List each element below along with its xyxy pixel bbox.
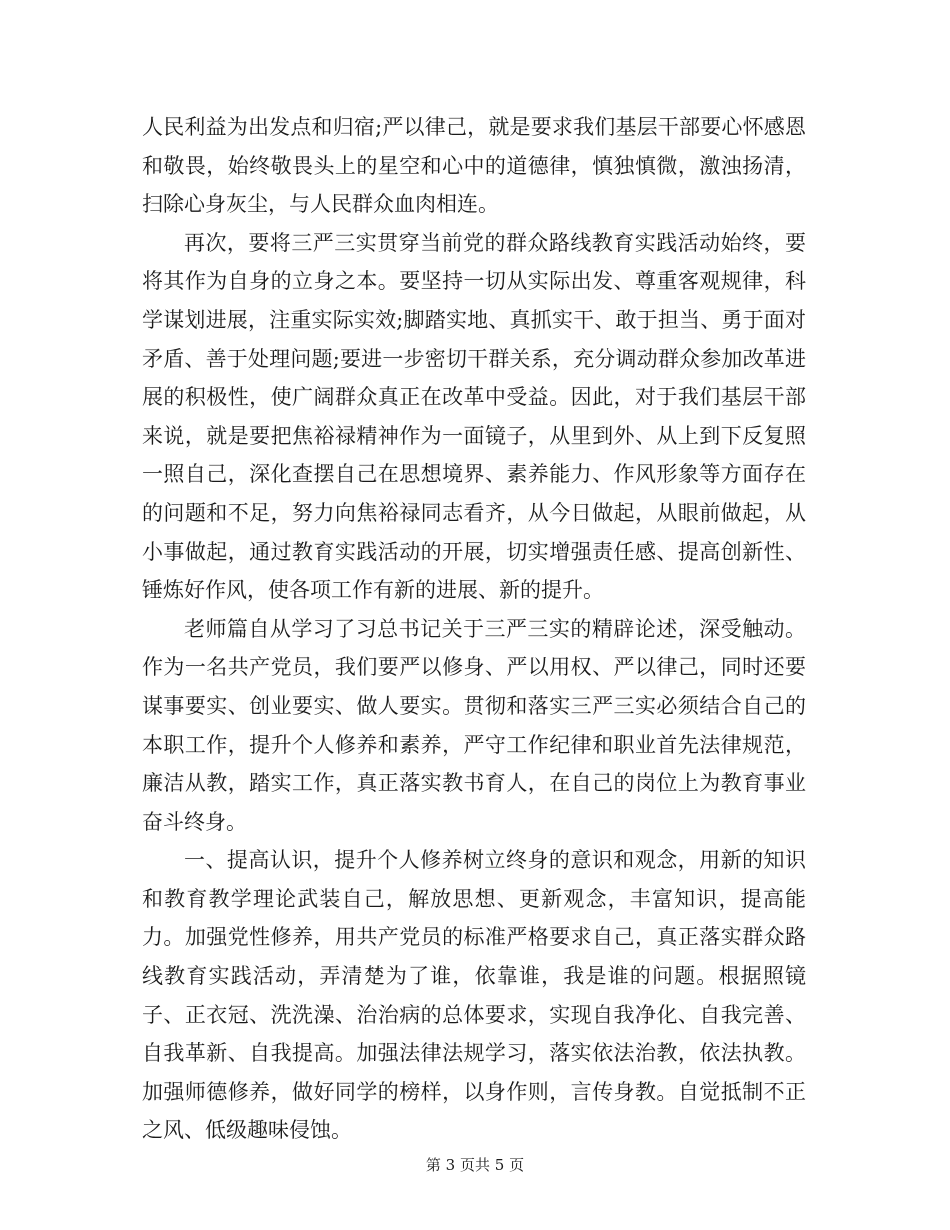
paragraph-three-strict-practice: 再次，要将三严三实贯穿当前党的群众路线教育实践活动始终，要将其作为自身的立身之本。要坚持一切从实际出发、尊重客观规律，科学谋划进展，注重实际实效;脚踏实地、真抓实干、敢于担当、勇于面对矛盾、善于处理问题;要进一步密切干群关系，充分调动群众参加改革进展的积极性，使广阔群众真正在改革中受益。因此，对于我们基层干部来说，就是要把焦裕禄精神作为一面镜子，从里到外、从上到下反复照一照自己，深化查摆自己在思想境界、素养能力、作风形象等方面存在的问题和不足，努力向焦裕禄同志看齐，从今日做起，从眼前做起，从小事做起，通过教育实践活动的开展，切实增强责任感、提高创新性、锤炼好作风，使各项工作有新的进展、新的提升。 [142, 230, 806, 603]
paragraph-point-one: 一、提高认识，提升个人修养树立终身的意识和观念，用新的知识和教育教学理论武装自己，解放思想、更新观念，丰富知识，提高能力。加强党性修养，用共产党员的标准严格要求自己，真正落实群众路线教育实践活动，弄清楚为了谁，依靠谁，我是谁的问题。根据照镜子、正衣冠、洗洗澡、治治病的总体要求，实现自我净化、自我完善、自我革新、自我提高。加强法律法规学习，落实依法治教，依法执教。加强师德修养，做好同学的榜样，以身作则，言传身教。自觉抵制不正之风、低级趣味侵蚀。 [142, 848, 806, 1143]
page-footer: 第 3 页共 5 页 [425, 1156, 525, 1174]
paragraph-continuation: 人民利益为出发点和归宿;严以律己，就是要求我们基层干部要心怀感恩和敬畏，始终敬畏头上的星空和心中的道德律，慎独慎微，激浊扬清，扫除心身灰尘，与人民群众血肉相连。 [142, 115, 806, 217]
document-body [142, 108, 806, 1150]
paragraph-teacher-section: 老师篇自从学习了习总书记关于三严三实的精辟论述，深受触动。作为一名共产党员，我们要严以修身、严以用权、严以律己，同时还要谋事要实、创业要实、做人要实。贯彻和落实三严三实必须结合自己的本职工作，提升个人修养和素养，严守工作纪律和职业首先法律规范，廉洁从教，踏实工作，真正落实教书育人，在自己的岗位上为教育事业奋斗终身。 [142, 616, 806, 834]
